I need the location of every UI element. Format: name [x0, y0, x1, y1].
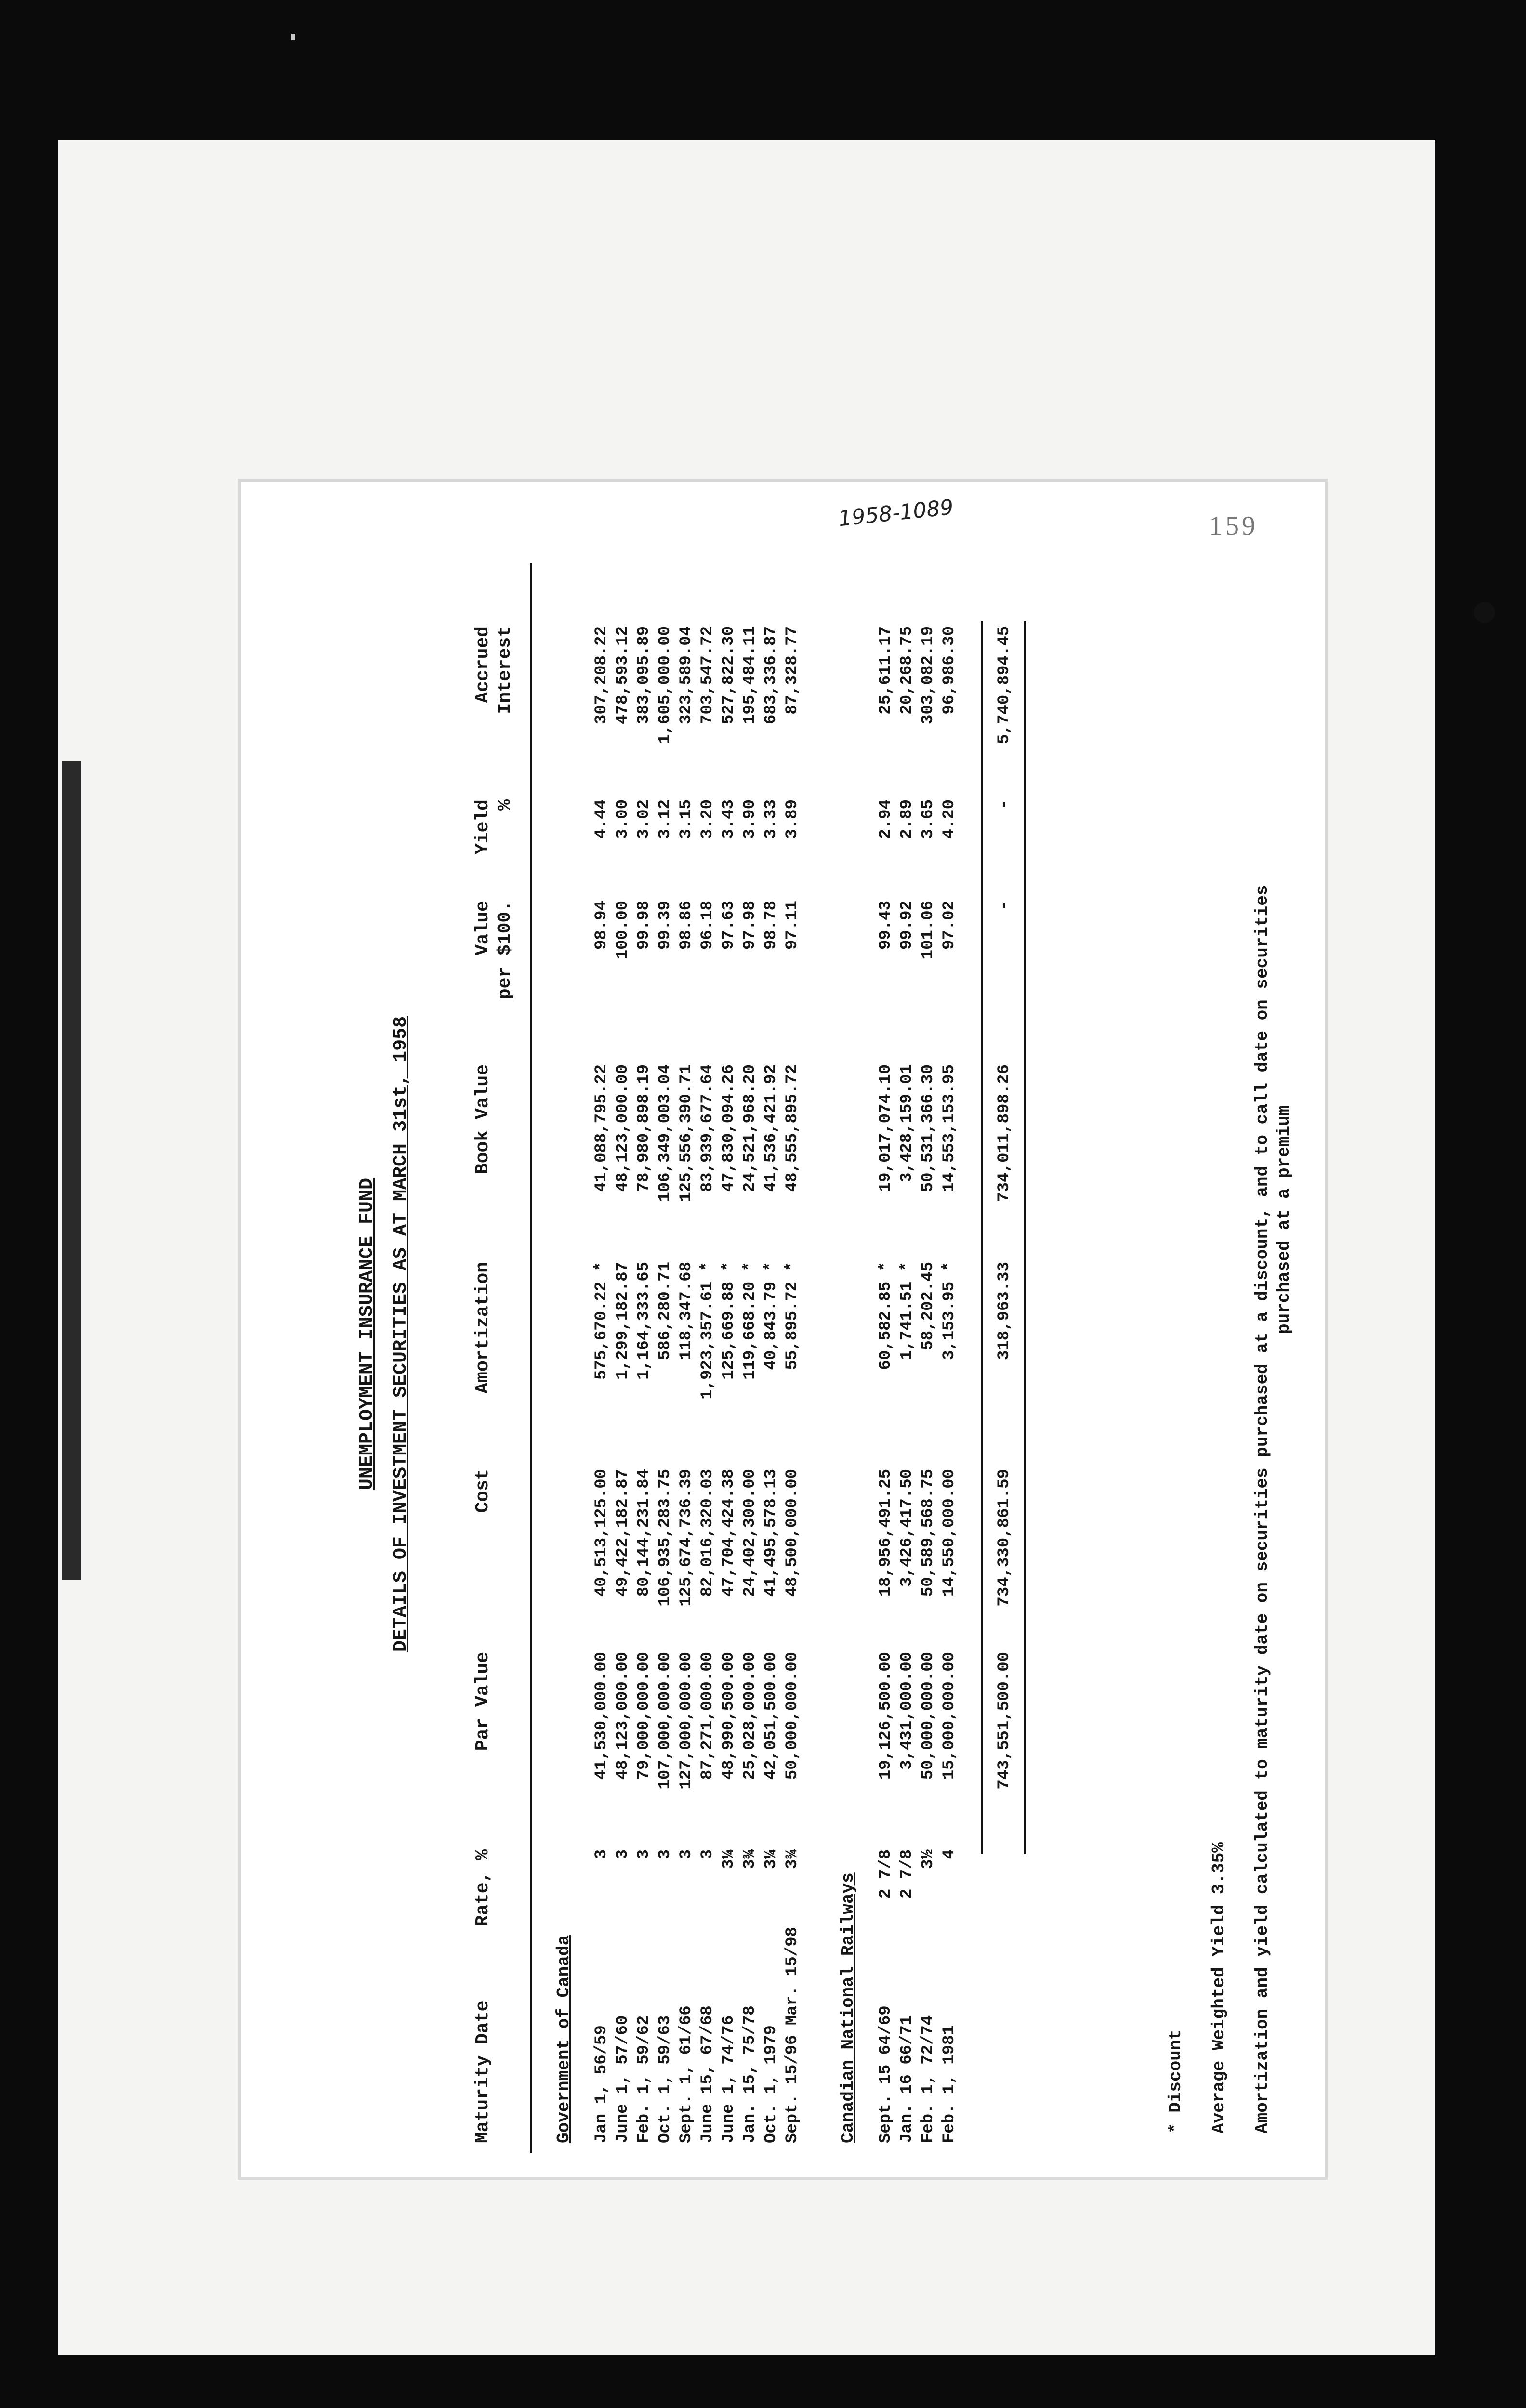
punch-hole — [1474, 602, 1495, 623]
cell-rate: 2 7/8 — [898, 1849, 916, 1899]
cell-rate: 3¾ — [741, 1849, 759, 1869]
total-amort: 318,963.33 — [995, 1262, 1013, 1361]
cell-par: 3,431,000.00 — [898, 1652, 916, 1770]
cell-maturity: Jan 1, 56/59 — [592, 2025, 611, 2143]
cell-cost: 82,016,320.03 — [698, 1469, 717, 1597]
cell-amort: 1,923,357.61 * — [698, 1262, 717, 1400]
document-subtitle: DETAILS OF INVESTMENT SECURITIES AS AT MARCH 31st, 1958 — [390, 1016, 412, 1652]
document-title: UNEMPLOYMENT INSURANCE FUND — [356, 1178, 378, 1491]
cell-book: 50,531,366.30 — [919, 1064, 937, 1192]
scan-speck — [291, 34, 295, 40]
cell-maturity: Sept. 15/96 Mar. 15/98 — [783, 1927, 802, 2143]
cell-accrued: 307,208.22 — [592, 626, 611, 725]
cell-cost: 106,935,283.75 — [656, 1469, 674, 1607]
cell-maturity: Oct. 1, 1979 — [762, 2025, 780, 2143]
cell-amort: 1,299,182.87 — [614, 1262, 632, 1380]
cell-value: 97.11 — [783, 901, 802, 950]
cell-rate: 3 — [635, 1849, 653, 1859]
header-value-line1: Value — [473, 901, 493, 956]
cell-par: 15,000,000.00 — [940, 1652, 959, 1780]
header-par-value: Par Value — [473, 1652, 493, 1751]
cell-cost: 48,500,000.00 — [783, 1469, 802, 1597]
totals-row — [995, 515, 1014, 2153]
header-yield — [472, 799, 516, 896]
cell-book: 24,521,968.20 — [741, 1064, 759, 1192]
table-row — [592, 515, 612, 2153]
cell-accrued: 195,484.11 — [741, 626, 759, 725]
cell-par: 127,000,000.00 — [677, 1652, 696, 1790]
cell-accrued: 20,268.75 — [898, 626, 916, 715]
table-row — [698, 515, 718, 2153]
total-value: - — [995, 901, 1013, 911]
cell-book: 78,980,898.19 — [635, 1064, 653, 1192]
cell-par: 19,126,500.00 — [877, 1652, 895, 1780]
cell-yield: 4.20 — [940, 799, 959, 839]
cell-yield: 3.90 — [741, 799, 759, 839]
cell-maturity: Feb. 1, 59/62 — [635, 2015, 653, 2143]
header-yield-line1: Yield — [473, 799, 493, 855]
rotated-document-content — [270, 515, 1301, 2153]
cell-value: 100.00 — [614, 901, 632, 960]
cell-maturity: Jan. 15, 75/78 — [741, 2005, 759, 2143]
cell-amort: 55,895.72 * — [783, 1262, 802, 1370]
total-cost: 734,330,861.59 — [995, 1469, 1013, 1607]
table-row — [614, 515, 633, 2153]
table-row — [877, 515, 896, 2153]
table-row — [898, 515, 917, 2153]
cell-yield: 3.15 — [677, 799, 696, 839]
cell-value: 97.02 — [940, 901, 959, 950]
cell-accrued: 1,605,000.00 — [656, 626, 674, 744]
cell-book: 3,428,159.01 — [898, 1064, 916, 1182]
cell-par: 42,051,500.00 — [762, 1652, 780, 1780]
cell-amort: 118,347.68 — [677, 1262, 696, 1361]
cell-accrued: 683,336.87 — [762, 626, 780, 725]
cell-amort: 586,280.71 — [656, 1262, 674, 1361]
cell-cost: 18,956,491.25 — [877, 1469, 895, 1597]
cell-maturity: Jan. 16 66/71 — [898, 2015, 916, 2143]
cell-par: 48,990,500.00 — [720, 1652, 738, 1780]
cell-par: 107,000,000.00 — [656, 1652, 674, 1790]
cell-yield: 4.44 — [592, 799, 611, 839]
cell-book: 83,939,677.64 — [698, 1064, 717, 1192]
cell-value: 97.98 — [741, 901, 759, 950]
cell-cost: 49,422,182.87 — [614, 1469, 632, 1597]
cell-maturity: Feb. 1, 1981 — [940, 2025, 959, 2143]
header-rate: Rate, % — [473, 1849, 493, 1926]
cell-maturity: June 1, 74/76 — [720, 2015, 738, 2143]
cell-yield: 2.94 — [877, 799, 895, 839]
footnote-amortization-line1: Amortization and yield calculated to maturity date on securities purchased at a discount, and to call date on securities — [1252, 885, 1272, 2133]
cell-par: 25,028,000.00 — [741, 1652, 759, 1780]
cell-value: 97.63 — [720, 901, 738, 950]
table-row — [677, 515, 697, 2153]
page-number: 159 — [1209, 511, 1258, 541]
cell-amort: 1,741.51 * — [898, 1262, 916, 1361]
table-row — [720, 515, 739, 2153]
header-cost: Cost — [473, 1469, 493, 1513]
cell-accrued: 323,589.04 — [677, 626, 696, 725]
cell-amort: 1,164,333.65 — [635, 1262, 653, 1380]
cell-cost: 24,402,300.00 — [741, 1469, 759, 1597]
cell-yield: 2.89 — [898, 799, 916, 839]
cell-value: 99.43 — [877, 901, 895, 950]
cell-rate: 3¼ — [720, 1849, 738, 1869]
cell-accrued: 303,082.19 — [919, 626, 937, 725]
handwritten-note: 1958-1089 — [837, 495, 955, 532]
total-yield: - — [995, 799, 1013, 810]
cell-accrued: 383,095.89 — [635, 626, 653, 725]
cell-cost: 41,495,578.13 — [762, 1469, 780, 1597]
cell-book: 41,088,795.22 — [592, 1064, 611, 1192]
cell-maturity: Sept. 1, 61/66 — [677, 2005, 696, 2143]
cell-rate: 3 — [592, 1849, 611, 1859]
cell-maturity: June 15, 67/68 — [698, 2005, 717, 2143]
cell-amort: 3,153.95 * — [940, 1262, 959, 1361]
cell-value: 101.06 — [919, 901, 937, 960]
cell-book: 125,556,390.71 — [677, 1064, 696, 1202]
total-par: 743,551,500.00 — [995, 1652, 1013, 1790]
cell-value: 99.92 — [898, 901, 916, 950]
cell-book: 41,536,421.92 — [762, 1064, 780, 1192]
cell-value: 99.39 — [656, 901, 674, 950]
table-row — [635, 515, 654, 2153]
cell-cost: 80,144,231.84 — [635, 1469, 653, 1597]
table-row — [741, 515, 760, 2153]
cell-maturity: June 1, 57/60 — [614, 2015, 632, 2143]
cell-par: 50,000,000.00 — [919, 1652, 937, 1780]
table-row — [940, 515, 960, 2153]
total-accrued: 5,740,894.45 — [995, 626, 1013, 744]
cell-amort: 40,843.79 * — [762, 1262, 780, 1370]
header-book-value: Book Value — [473, 1064, 493, 1175]
cell-yield: 3.33 — [762, 799, 780, 839]
header-maturity: Maturity Date — [473, 2000, 493, 2143]
total-book: 734,011,898.26 — [995, 1064, 1013, 1202]
cell-yield: 3.65 — [919, 799, 937, 839]
cell-par: 87,271,000.00 — [698, 1652, 717, 1780]
cell-rate: 3¾ — [783, 1849, 802, 1869]
totals-rule — [981, 621, 983, 1854]
cell-value: 98.86 — [677, 901, 696, 950]
cell-yield: 3.12 — [656, 799, 674, 839]
cell-maturity: Sept. 15 64/69 — [877, 2005, 895, 2143]
table-row — [919, 515, 938, 2153]
cell-book: 14,553,153.95 — [940, 1064, 959, 1192]
cell-rate: 3 — [698, 1849, 717, 1859]
cell-amort: 125,669.88 * — [720, 1262, 738, 1380]
cell-accrued: 87,328.77 — [783, 626, 802, 715]
cell-rate: 3½ — [919, 1849, 937, 1869]
cell-book: 19,017,074.10 — [877, 1064, 895, 1192]
cell-amort: 58,202.45 — [919, 1262, 937, 1350]
section-heading: Canadian National Railways — [838, 1872, 858, 2143]
cell-accrued: 703,547.72 — [698, 626, 717, 725]
cell-book: 47,830,094.26 — [720, 1064, 738, 1192]
header-accrued-line1: Accrued — [473, 626, 493, 703]
cell-rate: 2 7/8 — [877, 1849, 895, 1899]
cell-rate: 3 — [677, 1849, 696, 1859]
cell-par: 41,530,000.00 — [592, 1652, 611, 1780]
cell-book: 48,555,895.72 — [783, 1064, 802, 1192]
cell-cost: 47,704,424.38 — [720, 1469, 738, 1597]
cell-value: 98.94 — [592, 901, 611, 950]
section-heading: Government of Canada — [554, 1935, 574, 2143]
cell-book: 106,349,003.04 — [656, 1064, 674, 1202]
cell-rate: 3 — [656, 1849, 674, 1859]
cell-value: 96.18 — [698, 901, 717, 950]
cell-maturity: Feb. 1, 72/74 — [919, 2015, 937, 2143]
footnote-discount: * Discount — [1166, 2029, 1185, 2133]
cell-cost: 3,426,417.50 — [898, 1469, 916, 1587]
header-accrued-line2: Interest — [495, 626, 515, 714]
header-value-per-100 — [472, 901, 516, 1060]
cell-yield: 3.20 — [698, 799, 717, 839]
cell-rate: 3¼ — [762, 1849, 780, 1869]
cell-cost: 125,674,736.39 — [677, 1469, 696, 1607]
header-yield-line2: % — [495, 799, 515, 811]
cell-amort: 119,668.20 * — [741, 1262, 759, 1380]
cell-amort: 60,582.85 * — [877, 1262, 895, 1370]
cell-yield: 3.02 — [635, 799, 653, 839]
binding-edge — [62, 761, 81, 1580]
cell-book: 48,123,000.00 — [614, 1064, 632, 1192]
cell-yield: 3.00 — [614, 799, 632, 839]
cell-yield: 3.89 — [783, 799, 802, 839]
cell-par: 50,000,000.00 — [783, 1652, 802, 1780]
footnote-average-yield: Average Weighted Yield 3.35% — [1209, 1842, 1229, 2133]
table-row — [656, 515, 675, 2153]
cell-accrued: 478,593.12 — [614, 626, 632, 725]
cell-par: 48,123,000.00 — [614, 1652, 632, 1780]
cell-par: 79,000,000.00 — [635, 1652, 653, 1780]
table-row — [762, 515, 781, 2153]
header-amortization: Amortization — [473, 1262, 493, 1394]
cell-rate: 4 — [940, 1849, 959, 1859]
cell-value: 98.78 — [762, 901, 780, 950]
cell-cost: 14,550,000.00 — [940, 1469, 959, 1597]
cell-accrued: 25,611.17 — [877, 626, 895, 715]
cell-maturity: Oct. 1, 59/63 — [656, 2015, 674, 2143]
cell-cost: 40,513,125.00 — [592, 1469, 611, 1597]
cell-accrued: 96,986.30 — [940, 626, 959, 715]
header-value-line2: per $100. — [495, 901, 515, 1000]
cell-rate: 3 — [614, 1849, 632, 1859]
cell-value: 99.98 — [635, 901, 653, 950]
cell-accrued: 527,822.30 — [720, 626, 738, 725]
cell-amort: 575,670.22 * — [592, 1262, 611, 1380]
footnote-amortization-line2: purchased at a premium — [1274, 1105, 1294, 1334]
table-row — [783, 515, 802, 2153]
cell-cost: 50,589,568.75 — [919, 1469, 937, 1597]
header-rule — [530, 563, 532, 2153]
totals-bottom-rule — [1024, 621, 1026, 1854]
cell-yield: 3.43 — [720, 799, 738, 839]
header-accrued-interest — [472, 626, 516, 795]
